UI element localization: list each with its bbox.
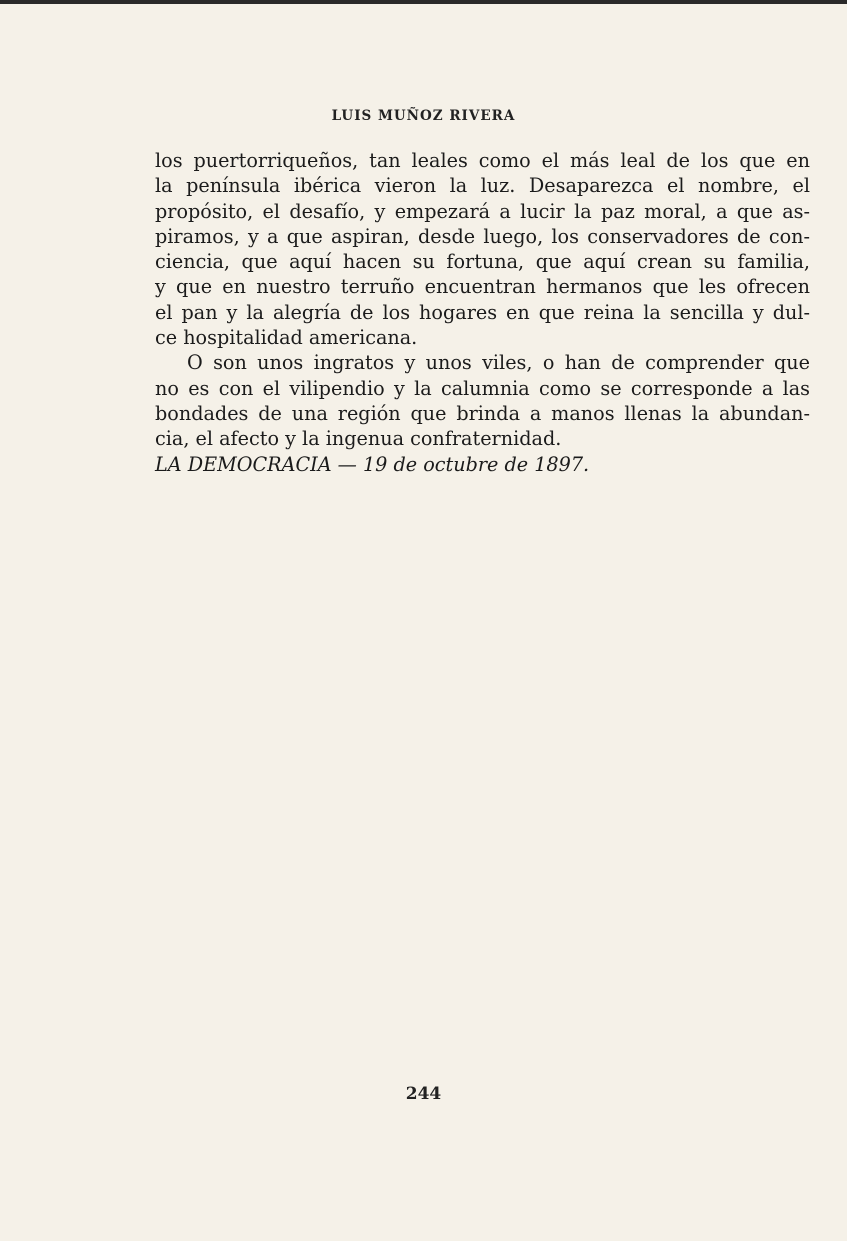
text-line: la península ibérica vieron la luz. Desaparezca el nombre, el (155, 174, 810, 198)
signature-line: LA DEMOCRACIA — 19 de octubre de 1897. (155, 453, 590, 476)
running-head: LUIS MUÑOZ RIVERA (331, 108, 516, 124)
text-line: no es con el vilipendio y la calumnia como se corresponde a las (155, 376, 810, 400)
text-line: y que en nuestro terruño encuentran hermanos que les ofrecen (155, 275, 810, 299)
text-line: el pan y la alegría de los hogares en que reina la sencilla y dul- (155, 300, 810, 324)
text-line: ce hospitalidad americana. (155, 326, 418, 350)
text-line: ciencia, que aquí hacen su fortuna, que aquí crean su familia, (155, 250, 810, 274)
text-line: propósito, el desafío, y empezará a lucir la paz moral, a que as- (155, 199, 810, 223)
text-line: cia, el afecto y la ingenua confraternidad. (155, 427, 562, 451)
body-text (155, 148, 810, 452)
text-line: piramos, y a que aspiran, desde luego, los conservadores de con- (155, 224, 810, 248)
page-number: 244 (405, 1084, 442, 1104)
text-line: los puertorriqueños, tan leales como el más leal de los que en (155, 149, 810, 172)
text-line: bondades de una región que brinda a manos llenas la abundan- (155, 401, 810, 425)
text-line: O son unos ingratos y unos viles, o han de comprender que (187, 351, 810, 375)
top-edge-rule (0, 0, 847, 4)
